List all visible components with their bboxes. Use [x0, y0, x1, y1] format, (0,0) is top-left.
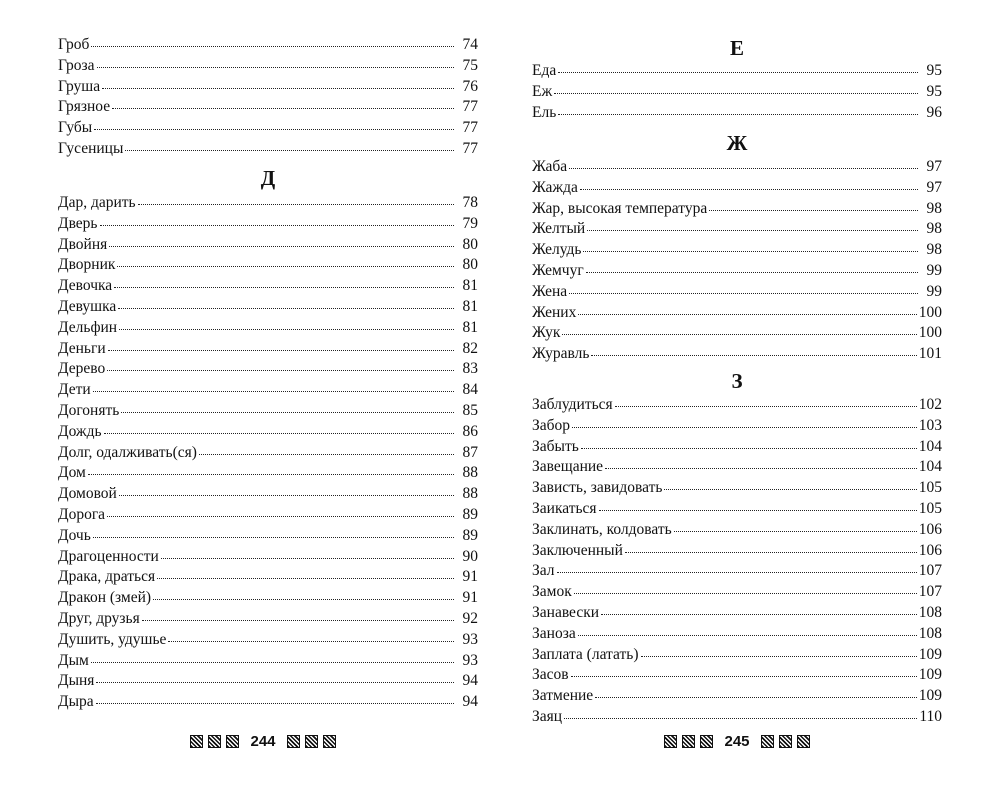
- index-page-number: 100: [918, 303, 942, 321]
- ornament-icon: [190, 735, 203, 748]
- index-term: Губы: [58, 119, 93, 137]
- dot-leader: [605, 454, 917, 469]
- section-heading-e: Е: [729, 36, 744, 60]
- dot-leader: [117, 252, 454, 267]
- dot-leader: [664, 475, 916, 490]
- index-entry: [58, 275, 478, 296]
- index-term: Дельфин: [58, 318, 118, 336]
- index-entry: [532, 177, 942, 198]
- page-folio-left: [48, 733, 478, 750]
- index-entry: [532, 260, 942, 281]
- dot-leader: [599, 496, 917, 511]
- dot-leader: [153, 585, 454, 600]
- index-term: Дворник: [58, 256, 116, 274]
- ornament-icon: [287, 735, 300, 748]
- dot-leader: [586, 258, 918, 273]
- index-page-number: 86: [462, 422, 478, 440]
- index-entry: [58, 76, 478, 97]
- dot-leader: [564, 704, 917, 719]
- dot-leader: [578, 621, 917, 636]
- index-page-number: 105: [918, 499, 942, 517]
- index-page-number: 88: [462, 485, 478, 503]
- ornament-icon: [664, 735, 677, 748]
- index-page-number: 98: [926, 220, 942, 238]
- index-term: Забыть: [532, 437, 579, 455]
- index-page-number: 88: [462, 464, 478, 482]
- index-page-number: 102: [918, 396, 942, 413]
- index-term: Драгоценности: [58, 547, 159, 565]
- ornament-icon: [682, 735, 695, 748]
- dot-leader: [102, 74, 454, 89]
- index-term: Девочка: [58, 277, 113, 295]
- index-term: Ель: [532, 103, 557, 121]
- dot-leader: [161, 544, 454, 559]
- index-entry: [58, 483, 478, 504]
- index-term: Домовой: [58, 485, 117, 503]
- index-term: Жажда: [532, 178, 578, 196]
- index-entry: [58, 400, 478, 421]
- index-term: Заключенный: [532, 541, 623, 559]
- index-entry: [58, 587, 478, 608]
- index-term: Жар, высокая температура: [532, 199, 708, 217]
- section-heading-zh: Ж: [726, 131, 748, 155]
- index-entry: [532, 394, 942, 415]
- ornament-icon: [323, 735, 336, 748]
- index-term: Долг, одалживать(ся): [58, 443, 197, 461]
- index-entry: [532, 322, 942, 343]
- index-page-number: 91: [462, 568, 478, 586]
- index-term: Дерево: [58, 360, 106, 378]
- index-entry: [532, 239, 942, 260]
- index-entry: [58, 317, 478, 338]
- index-entry: [58, 338, 478, 359]
- index-page-number: 94: [462, 672, 478, 690]
- dot-leader: [554, 79, 918, 94]
- index-term: Зал: [532, 562, 555, 580]
- page-number: 244: [250, 733, 276, 750]
- index-page-number: 94: [462, 693, 478, 711]
- ornament-icon: [305, 735, 318, 748]
- index-entry: [58, 192, 478, 213]
- index-page-number: 89: [462, 505, 478, 523]
- index-entry: [532, 436, 942, 457]
- index-page-number: 109: [918, 666, 942, 684]
- left-page: [58, 0, 478, 793]
- index-page-number: 108: [918, 624, 942, 642]
- dot-leader: [625, 538, 917, 553]
- index-term: Жаба: [532, 158, 568, 175]
- dot-leader: [157, 564, 454, 579]
- index-term: Заблудиться: [532, 396, 613, 413]
- dot-leader: [96, 689, 454, 704]
- index-entry: [532, 343, 942, 364]
- index-term: Друг, друзья: [58, 609, 140, 627]
- index-term: Груша: [58, 77, 101, 95]
- index-page-number: 105: [918, 479, 942, 497]
- dot-leader: [558, 100, 918, 115]
- index-entry: [58, 504, 478, 525]
- index-term: Завещание: [532, 458, 604, 476]
- dot-leader: [109, 232, 454, 247]
- index-term: Затмение: [532, 687, 594, 705]
- index-entry: [532, 60, 942, 81]
- index-page-number: 104: [918, 437, 942, 455]
- index-page-number: 77: [462, 139, 478, 157]
- index-entry: [532, 477, 942, 498]
- index-term: Заплата (латать): [532, 645, 639, 663]
- index-term: Замок: [532, 583, 572, 601]
- index-term: Драка, драться: [58, 568, 156, 586]
- dot-leader: [583, 237, 918, 252]
- index-term: Желудь: [532, 241, 582, 259]
- index-page-number: 110: [919, 707, 942, 725]
- index-page-number: 96: [926, 103, 942, 121]
- index-entry: [532, 664, 942, 685]
- index-term: Дверь: [58, 214, 98, 232]
- index-page-number: 76: [462, 77, 478, 95]
- index-term: Дыня: [58, 672, 95, 690]
- dot-leader: [107, 356, 454, 371]
- index-term: Дочь: [58, 526, 91, 544]
- dot-leader: [581, 434, 917, 449]
- index-page-number: 83: [462, 360, 478, 378]
- index-page-number: 99: [926, 261, 942, 279]
- dot-leader: [91, 648, 454, 663]
- index-term: Дом: [58, 464, 86, 482]
- index-term: Заяц: [532, 707, 563, 725]
- right-page: [532, 0, 942, 793]
- ornament-icon: [208, 735, 221, 748]
- z-section-entries: [532, 394, 942, 727]
- index-entry: [58, 117, 478, 138]
- index-entry: [58, 96, 478, 117]
- index-term: Жук: [532, 324, 561, 342]
- index-entry: [58, 296, 478, 317]
- index-entry: [58, 566, 478, 587]
- index-term: Гроза: [58, 56, 95, 74]
- index-entry: [58, 546, 478, 567]
- index-page-number: 89: [462, 526, 478, 544]
- index-entry: [532, 602, 942, 623]
- index-entry: [58, 691, 478, 712]
- index-entry: [532, 81, 942, 102]
- index-term: Еж: [532, 82, 553, 100]
- dot-leader: [574, 579, 917, 594]
- index-entry: [532, 198, 942, 219]
- dot-leader: [578, 300, 916, 315]
- index-page-number: 79: [462, 214, 478, 232]
- index-term: Дыра: [58, 693, 94, 711]
- index-term: Гусеницы: [58, 139, 124, 157]
- index-term: Заклинать, колдовать: [532, 520, 672, 538]
- index-entry: [58, 525, 478, 546]
- index-entry: [532, 102, 942, 123]
- index-page-number: 104: [918, 458, 942, 476]
- index-page-number: 108: [918, 603, 942, 621]
- index-page-number: 101: [918, 345, 942, 363]
- index-page-number: 78: [462, 194, 478, 211]
- index-entry: [532, 218, 942, 239]
- index-term: Девушка: [58, 297, 117, 315]
- index-term: Жемчуг: [532, 261, 584, 279]
- index-page-number: 74: [462, 36, 478, 53]
- index-page-number: 107: [918, 583, 942, 601]
- dot-leader: [587, 216, 918, 231]
- index-term: Журавль: [532, 345, 590, 363]
- dot-leader: [94, 115, 454, 130]
- index-entry: [58, 234, 478, 255]
- index-page-number: 87: [462, 443, 478, 461]
- index-entry: [532, 456, 942, 477]
- dot-leader: [114, 273, 454, 288]
- index-page-number: 93: [462, 651, 478, 669]
- index-entry: [532, 156, 942, 177]
- dot-leader: [138, 190, 454, 205]
- index-page-number: 92: [462, 609, 478, 627]
- index-entry: [58, 379, 478, 400]
- index-entry: [58, 358, 478, 379]
- index-page-number: 95: [926, 82, 942, 100]
- dot-leader: [88, 460, 454, 475]
- d-section-entries: [58, 192, 478, 712]
- index-entry: [58, 55, 478, 76]
- index-entry: [532, 415, 942, 436]
- dot-leader: [100, 211, 455, 226]
- index-entry: [58, 462, 478, 483]
- dot-leader: [595, 683, 917, 698]
- index-term: Заноза: [532, 624, 576, 642]
- dot-leader: [557, 558, 917, 573]
- index-entry: [532, 560, 942, 581]
- index-entry: [532, 581, 942, 602]
- dot-leader: [168, 627, 454, 642]
- index-term: Душить, удушье: [58, 630, 167, 648]
- index-page-number: 97: [926, 158, 942, 175]
- dot-leader: [93, 377, 454, 392]
- index-page-number: 91: [462, 589, 478, 607]
- ornament-icon: [226, 735, 239, 748]
- index-page-number: 109: [918, 645, 942, 663]
- index-page-number: 81: [462, 318, 478, 336]
- ornament-icon: [779, 735, 792, 748]
- ornament-icon: [700, 735, 713, 748]
- g-section-entries: [58, 34, 478, 159]
- index-entry: [58, 213, 478, 234]
- index-entry: [58, 421, 478, 442]
- dot-leader: [119, 315, 454, 330]
- index-page-number: 77: [462, 119, 478, 137]
- index-term: Забор: [532, 416, 571, 434]
- index-entry: [58, 650, 478, 671]
- dot-leader: [615, 392, 917, 407]
- dot-leader: [562, 320, 916, 335]
- index-term: Зависть, завидовать: [532, 479, 663, 497]
- index-page-number: 106: [918, 520, 942, 538]
- index-page-number: 97: [926, 178, 942, 196]
- index-term: Дорога: [58, 505, 106, 523]
- index-term: Дар, дарить: [58, 194, 136, 211]
- index-page-number: 90: [462, 547, 478, 565]
- index-page-number: 98: [926, 241, 942, 259]
- index-term: Заикаться: [532, 499, 597, 517]
- ornament-icon: [797, 735, 810, 748]
- page-number: 245: [724, 733, 750, 750]
- dot-leader: [569, 279, 918, 294]
- dot-leader: [571, 662, 917, 677]
- dot-leader: [580, 175, 918, 190]
- ornament-icon: [761, 735, 774, 748]
- page-folio-right: [532, 733, 942, 750]
- section-heading-d: Д: [260, 166, 276, 190]
- index-term: Дети: [58, 381, 91, 399]
- index-entry: [532, 623, 942, 644]
- index-entry: [532, 519, 942, 540]
- index-page-number: 75: [462, 56, 478, 74]
- index-entry: [58, 34, 478, 55]
- index-page-number: 103: [918, 416, 942, 434]
- index-term: Жених: [532, 303, 577, 321]
- index-page-number: 99: [926, 282, 942, 300]
- index-page-number: 82: [462, 339, 478, 357]
- dot-leader: [104, 419, 454, 434]
- dot-leader: [112, 94, 454, 109]
- index-page-number: 77: [462, 98, 478, 116]
- index-page-number: 80: [462, 256, 478, 274]
- dot-leader: [118, 294, 454, 309]
- index-page-number: 84: [462, 381, 478, 399]
- index-page-number: 98: [926, 199, 942, 217]
- index-entry: [532, 644, 942, 665]
- index-entry: [58, 629, 478, 650]
- dot-leader: [97, 53, 455, 68]
- index-page-number: 85: [462, 401, 478, 419]
- zh-section-entries: [532, 156, 942, 364]
- e-section-entries: [532, 60, 942, 122]
- index-page-number: 109: [918, 687, 942, 705]
- dot-leader: [142, 606, 454, 621]
- index-page-number: 107: [918, 562, 942, 580]
- index-term: Желтый: [532, 220, 586, 238]
- index-entry: [58, 608, 478, 629]
- index-page-number: 100: [918, 324, 942, 342]
- index-page-number: 95: [926, 62, 942, 79]
- index-page-number: 80: [462, 235, 478, 253]
- index-entry: [532, 706, 942, 727]
- index-page-number: 81: [462, 277, 478, 295]
- index-page-number: 93: [462, 630, 478, 648]
- dot-leader: [199, 440, 454, 455]
- index-term: Засов: [532, 666, 569, 684]
- index-entry: [532, 540, 942, 561]
- index-page-number: 81: [462, 297, 478, 315]
- index-term: Деньги: [58, 339, 106, 357]
- index-term: Двойня: [58, 235, 108, 253]
- dot-leader: [93, 523, 454, 538]
- dot-leader: [569, 154, 918, 169]
- dot-leader: [96, 668, 454, 683]
- dot-leader: [674, 517, 917, 532]
- dot-leader: [107, 502, 454, 517]
- dot-leader: [572, 413, 917, 428]
- index-page-number: 106: [918, 541, 942, 559]
- index-term: Дождь: [58, 422, 102, 440]
- dot-leader: [119, 481, 454, 496]
- dot-leader: [709, 196, 918, 211]
- section-heading-z: З: [731, 369, 743, 393]
- dot-leader: [108, 336, 454, 351]
- index-entry: [58, 254, 478, 275]
- index-entry: [58, 138, 478, 159]
- index-term: Занавески: [532, 603, 600, 621]
- index-term: Догонять: [58, 401, 120, 419]
- dot-leader: [601, 600, 917, 615]
- index-term: Жена: [532, 282, 568, 300]
- index-term: Грязное: [58, 98, 111, 116]
- index-entry: [58, 442, 478, 463]
- index-term: Дым: [58, 651, 89, 669]
- dot-leader: [641, 642, 917, 657]
- index-entry: [532, 685, 942, 706]
- index-entry: [532, 281, 942, 302]
- dot-leader: [121, 398, 454, 413]
- index-entry: [58, 670, 478, 691]
- dot-leader: [558, 58, 918, 73]
- index-term: Дракон (змей): [58, 589, 152, 607]
- dot-leader: [125, 136, 454, 151]
- index-entry: [532, 498, 942, 519]
- index-term: Еда: [532, 62, 557, 79]
- index-term: Гроб: [58, 36, 90, 53]
- dot-leader: [591, 341, 916, 356]
- index-entry: [532, 302, 942, 323]
- dot-leader: [91, 32, 454, 47]
